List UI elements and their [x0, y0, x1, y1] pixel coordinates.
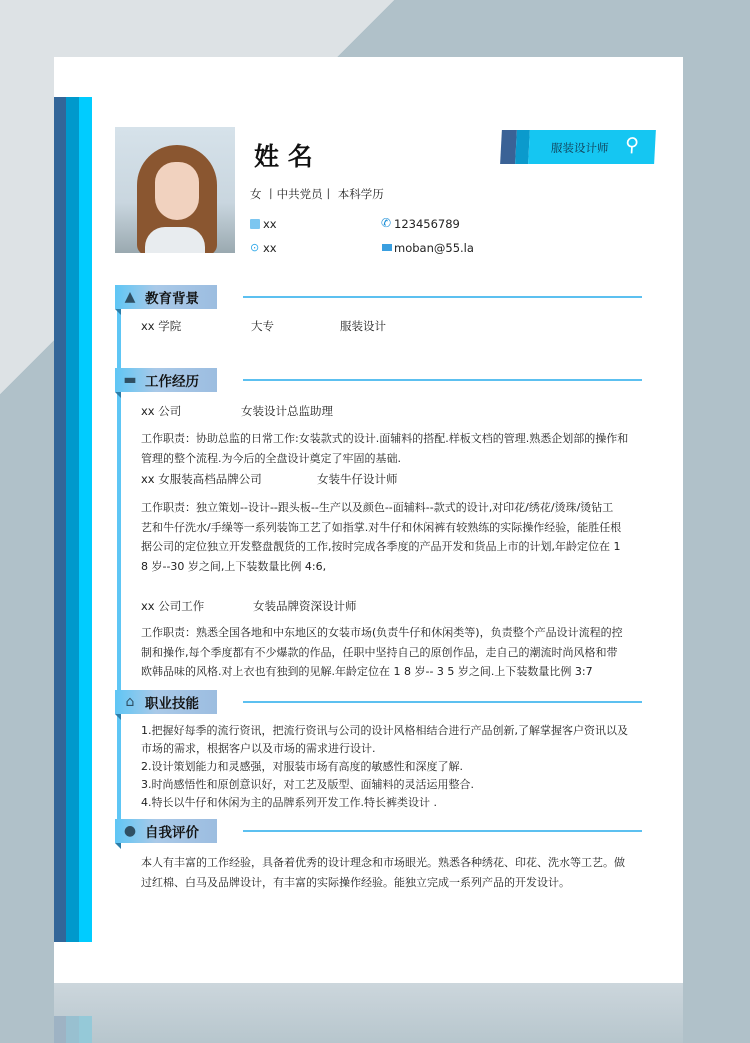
phone-value: 123456789: [394, 217, 460, 231]
location-value: xx: [263, 241, 277, 255]
job-company: xx 公司工作: [141, 599, 205, 613]
location-icon: ⊙: [250, 241, 260, 254]
job-position: 女装品牌资深设计师: [253, 599, 357, 613]
graduation-cap-icon: ▲: [124, 289, 136, 305]
job-company: xx 公司: [141, 404, 182, 418]
divider: [243, 701, 642, 703]
page-reflection: [54, 983, 683, 1043]
text-line: 过红棉、白马及品牌设计，有丰富的实际操作经验。能独立完成一系列产品的开发设计。: [141, 875, 570, 889]
text-line: 市场的需求，根据客户以及市场的需求进行设计.: [141, 742, 376, 755]
self-evaluation-text: [141, 853, 625, 892]
email-icon: [382, 244, 392, 251]
text-line: 管理的整个流程.为今后的全盘设计奠定了牢固的基础.: [141, 451, 401, 465]
calendar-icon: [250, 219, 260, 229]
phone-icon: ✆: [381, 216, 392, 230]
job-duties: [141, 623, 623, 682]
edu-school: xx 学院: [141, 319, 182, 333]
text-line: 3.时尚感悟性和原创意识好，对工艺及版型、面辅料的灵活运用整合.: [141, 778, 474, 791]
edu-major: 服装设计: [340, 319, 386, 333]
briefcase-icon: ▬: [123, 372, 137, 388]
search-icon: ⚲: [624, 134, 640, 156]
personal-info: 女 丨中共党员丨 本科学历: [250, 187, 384, 201]
stripe-mid: [66, 97, 79, 942]
section-title: 职业技能: [145, 696, 199, 712]
edu-degree: 大专: [251, 319, 274, 333]
job-title: 服装设计师: [550, 141, 609, 155]
birth-value: xx: [263, 217, 277, 231]
job-position: 女装牛仔设计师: [317, 472, 398, 486]
divider: [243, 296, 642, 298]
divider: [243, 379, 642, 381]
job-position: 女装设计总监助理: [241, 404, 333, 418]
section-title: 工作经历: [145, 374, 199, 390]
text-line: 工作职责：熟悉全国各地和中东地区的女装市场(负责牛仔和休闲类等)，负责整个产品设计流程的控: [141, 626, 623, 639]
section-self-evaluation: [115, 819, 217, 843]
text-line: 8 岁--30 岁之间,上下装数量比例 4:6,: [141, 559, 327, 573]
stripe-dark: [54, 97, 66, 942]
job-duties: [141, 498, 621, 576]
text-line: 2.设计策划能力和灵感强，对服装市场有高度的敏感性和深度了解.: [141, 760, 463, 773]
job-duties: [141, 429, 628, 468]
text-line: 据公司的定位独立开发整盘靓货的工作,按时完成各季度的产品开发和货品上市的计划,年龄定位在 1: [141, 540, 621, 553]
section-education: [115, 285, 217, 309]
stripe-light: [79, 97, 92, 942]
skills-list: [141, 722, 628, 812]
text-line: 制和操作,每个季度都有不少爆款的作品，任职中坚持自己的原创作品，走自己的潮流时尚风格和带: [141, 645, 618, 659]
user-icon: ●: [123, 823, 137, 839]
section-work: [115, 368, 217, 392]
job-title-banner: [500, 130, 656, 164]
resume-page: [54, 57, 683, 983]
home-icon: ⌂: [125, 694, 135, 710]
text-line: 工作职责：独立策划--设计--跟头板--生产以及颜色--面辅料--款式的设计,对印花/绣花/烫珠/烫钻工: [141, 501, 614, 514]
applicant-name: 姓 名: [254, 142, 313, 171]
section-title: 自我评价: [145, 825, 199, 841]
email-value: moban@55.la: [394, 241, 474, 255]
section-title: 教育背景: [145, 291, 199, 307]
text-line: 4.特长以牛仔和休闲为主的品牌系列开发工作.特长裤类设计 .: [141, 796, 437, 809]
profile-photo: [115, 127, 235, 253]
text-line: 艺和牛仔洗水/手缲等一系列装饰工艺了如指掌.对牛仔和休闲裤有较熟练的实际操作经验，能胜任根: [141, 520, 622, 534]
text-line: 1.把握好每季的流行资讯，把流行资讯与公司的设计风格相结合进行产品创新,了解掌握客户资讯以及: [141, 724, 628, 737]
text-line: 工作职责：协助总监的日常工作:女装款式的设计.面辅料的搭配.样板文档的管理.熟悉企划部的操作和: [141, 432, 629, 445]
text-line: 欧韩品味的风格.对上衣也有独到的见解.年龄定位在 1 8 岁-- 3 5 岁之间.上下装数量比例 3:7: [141, 665, 593, 678]
text-line: 本人有丰富的工作经验，具备着优秀的设计理念和市场眼光。熟悉各种绣花、印花、洗水等工艺。做: [141, 856, 625, 869]
section-skills: [115, 690, 217, 714]
divider: [243, 830, 642, 832]
job-company: xx 女服装高档品牌公司: [141, 472, 262, 486]
